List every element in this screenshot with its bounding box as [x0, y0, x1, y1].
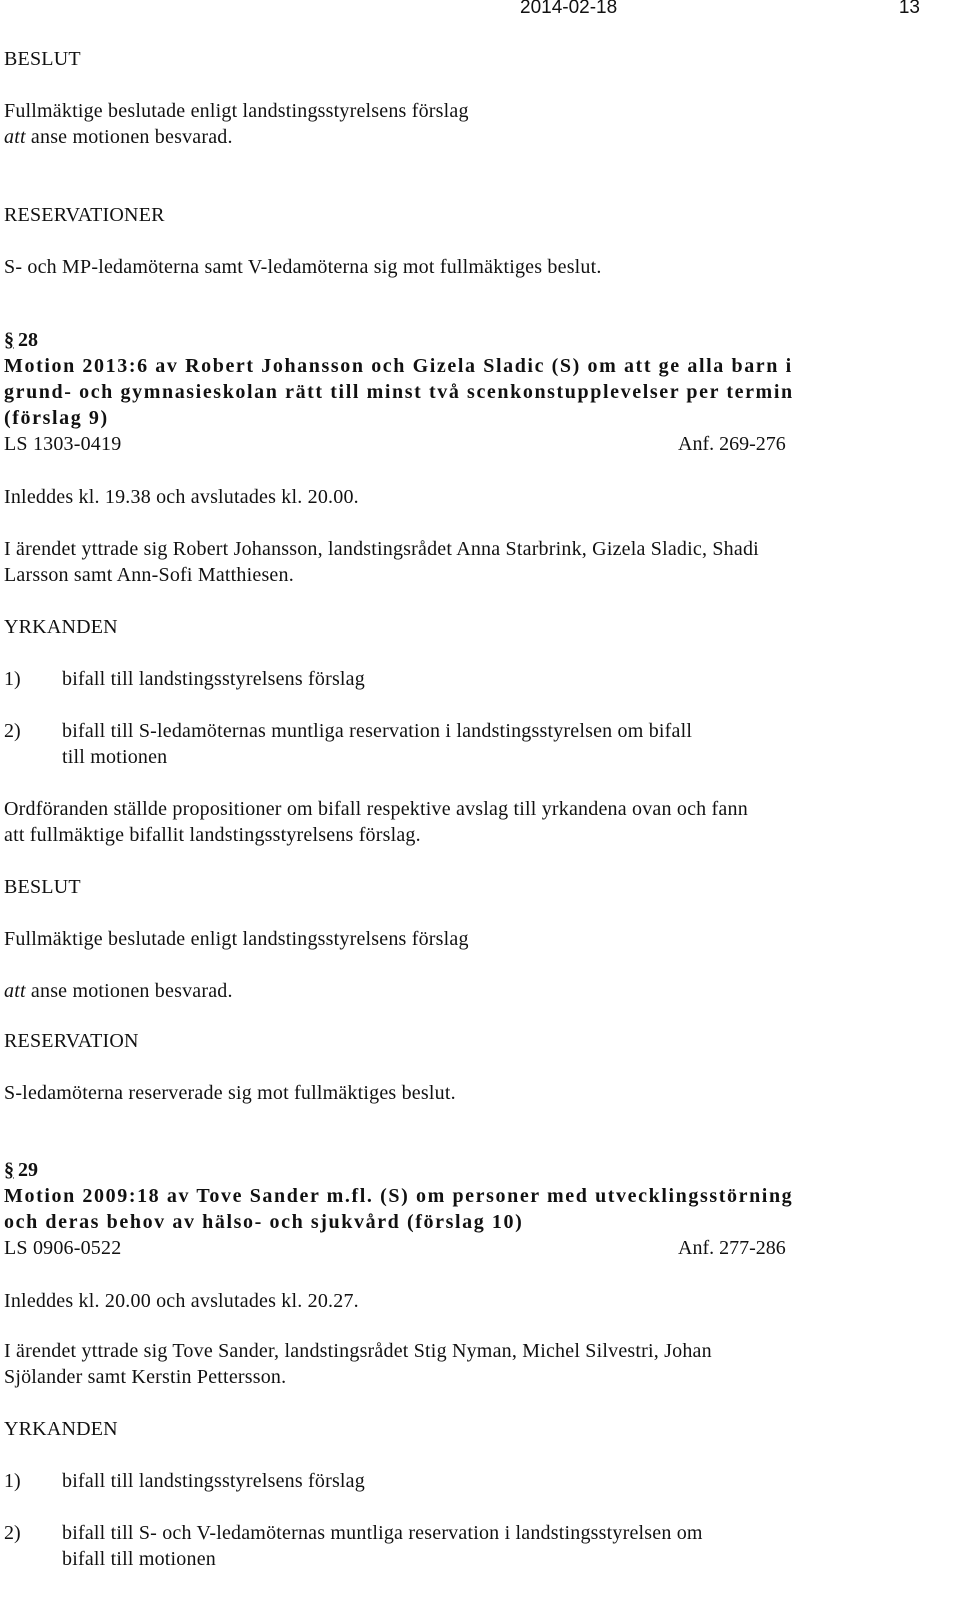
section-symbol: § — [4, 1159, 14, 1181]
s29-time: Inleddes kl. 20.00 och avslutades kl. 20.27. — [4, 1290, 359, 1312]
reservation-text-prev: S- och MP-ledamöterna samt V-ledamöterna sig mot fullmäktiges beslut. — [4, 256, 602, 278]
s29-title-line-1: Motion 2009:18 av Tove Sander m.fl. (S) om personer med utvecklingsstörning — [4, 1185, 794, 1207]
s29-speakers-line-2: Sjölander samt Kerstin Pettersson. — [4, 1366, 287, 1388]
s28-yrkanden-heading: YRKANDEN — [4, 616, 118, 638]
s29-speakers-line-1: I ärendet yttrade sig Tove Sander, landstingsrådet Stig Nyman, Michel Silvestri, Johan — [4, 1340, 712, 1362]
reservation-heading-prev: RESERVATIONER — [4, 204, 165, 226]
s29-anf: Anf. 277-286 — [678, 1237, 786, 1259]
s28-time: Inleddes kl. 19.38 och avslutades kl. 20.00. — [4, 486, 359, 508]
s29-y2-number: 2) — [4, 1522, 21, 1544]
s28-beslut-text: Fullmäktige beslutade enligt landstingsstyrelsens förslag — [4, 928, 469, 950]
s29-y1-text: bifall till landstingsstyrelsens förslag — [62, 1470, 365, 1492]
s28-title-line-3: (förslag 9) — [4, 407, 109, 429]
section-28-number — [4, 327, 38, 353]
s28-beslut-heading: BESLUT — [4, 876, 81, 898]
header-date: 2014-02-18 — [520, 0, 618, 18]
s28-ordf-line-2: att fullmäktige bifallit landstingsstyrelsens förslag. — [4, 824, 421, 846]
s28-y1-text: bifall till landstingsstyrelsens förslag — [62, 668, 365, 690]
s28-y1-number: 1) — [4, 668, 21, 690]
att-rest: anse motionen besvarad. — [30, 980, 233, 1002]
s28-att-line — [4, 978, 233, 1004]
page-header — [520, 0, 920, 20]
s28-y2-cont: till motionen — [62, 746, 168, 768]
section-29-number — [4, 1157, 38, 1183]
s28-reservation-heading: RESERVATION — [4, 1030, 139, 1052]
att-rest: anse motionen besvarad. — [30, 126, 233, 148]
s28-speakers-line-2: Larsson samt Ann-Sofi Matthiesen. — [4, 564, 294, 586]
s28-title-line-1: Motion 2013:6 av Robert Johansson och Gizela Sladic (S) om att ge alla barn i — [4, 355, 793, 377]
s29-y2-text: bifall till S- och V-ledamöternas muntliga reservation i landstingsstyrelsen om — [62, 1522, 703, 1544]
s29-y1-number: 1) — [4, 1470, 21, 1492]
s29-y2-cont: bifall till motionen — [62, 1548, 216, 1570]
s28-ordf-line-1: Ordföranden ställde propositioner om bifall respektive avslag till yrkandena ovan och fann — [4, 798, 748, 820]
s28-speakers-line-1: I ärendet yttrade sig Robert Johansson, landstingsrådet Anna Starbrink, Gizela Sladic, Shadi — [4, 538, 759, 560]
section-number: 28 — [18, 329, 38, 351]
s28-ls-number: LS 1303-0419 — [4, 433, 122, 455]
s28-y2-text: bifall till S-ledamöternas muntliga reservation i landstingsstyrelsen om bifall — [62, 720, 693, 742]
s28-y2-number: 2) — [4, 720, 21, 742]
s28-anf: Anf. 269-276 — [678, 433, 786, 455]
s28-title-line-2: grund- och gymnasieskolan rätt till minst två scenkonstupplevelser per termin — [4, 381, 794, 403]
s29-title-line-2: och deras behov av hälso- och sjukvård (förslag 10) — [4, 1211, 524, 1233]
s29-ls-number: LS 0906-0522 — [4, 1237, 122, 1259]
beslut-heading-prev: BESLUT — [4, 48, 81, 70]
s28-reservation-text: S-ledamöterna reserverade sig mot fullmäktiges beslut. — [4, 1082, 456, 1104]
page-number: 13 — [898, 0, 920, 18]
beslut-text-prev: Fullmäktige beslutade enligt landstingsstyrelsens förslag — [4, 100, 469, 122]
att-word: att — [4, 980, 26, 1002]
section-symbol: § — [4, 329, 14, 351]
att-line-prev — [4, 124, 233, 150]
s29-yrkanden-heading: YRKANDEN — [4, 1418, 118, 1440]
att-word: att — [4, 126, 26, 148]
section-number: 29 — [18, 1159, 38, 1181]
